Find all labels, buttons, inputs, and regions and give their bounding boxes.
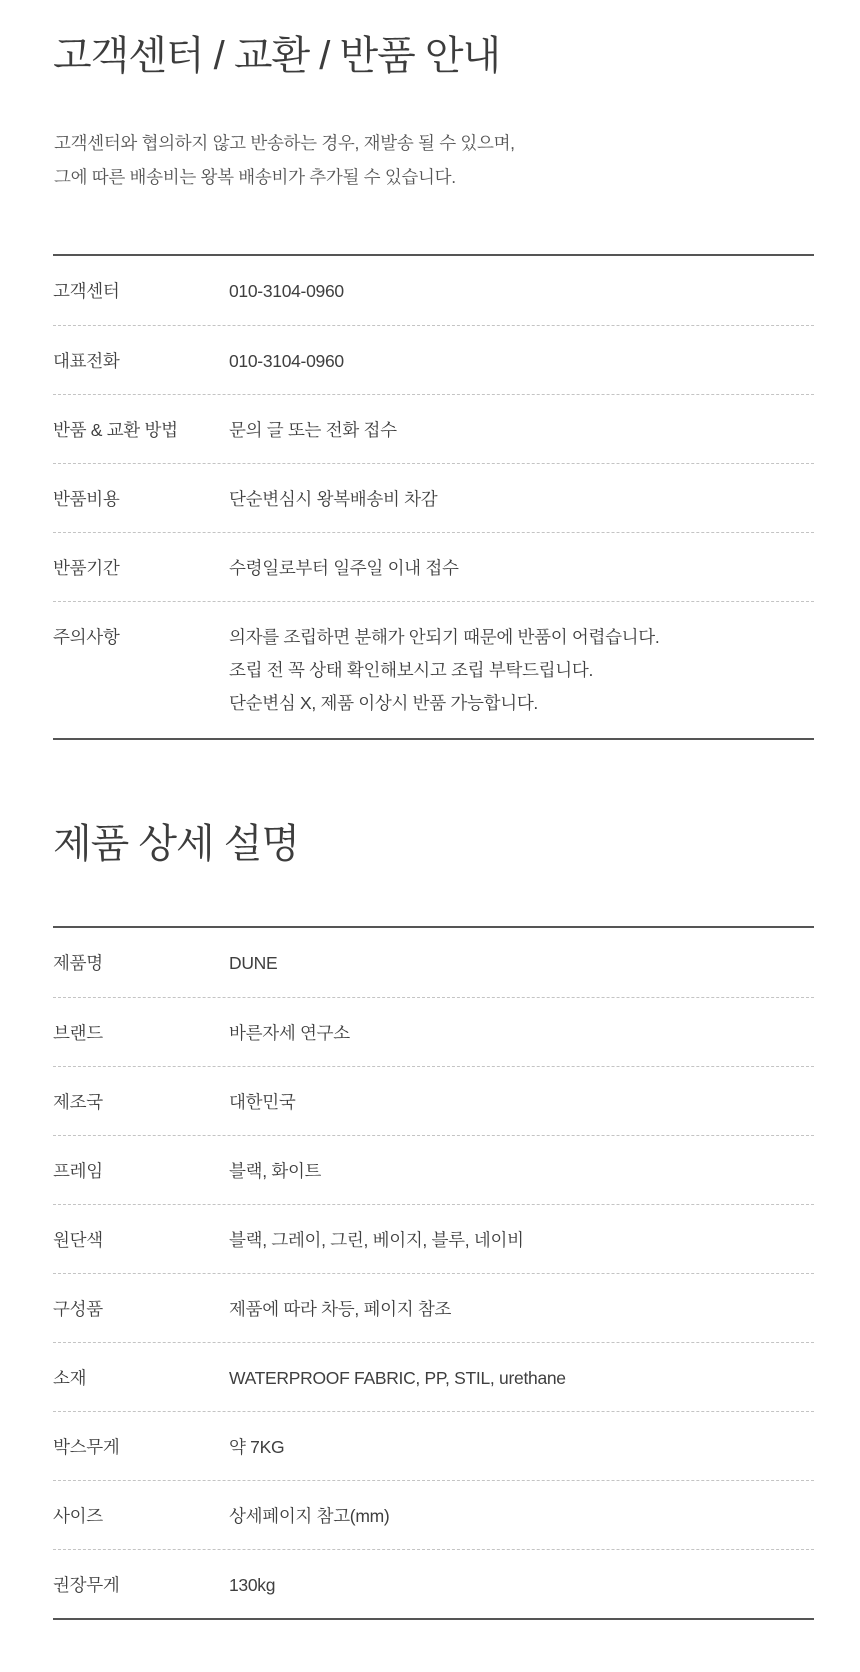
table-row-main-phone: [53, 325, 814, 394]
table-row-recommended-weight: [53, 1549, 814, 1618]
row-label: 구성품: [53, 1299, 103, 1319]
row-value: 상세페이지 참고(mm): [229, 1506, 390, 1526]
row-label: 소재: [53, 1368, 87, 1388]
row-label: 프레임: [53, 1161, 103, 1181]
product-info-table: [53, 926, 814, 1620]
table-row-cs-center: [53, 256, 814, 325]
notice-line: 조립 전 꼭 상태 확인해보시고 조립 부탁드립니다.: [229, 660, 594, 680]
notice-line: 의자를 조립하면 분해가 안되기 때문에 반품이 어렵습니다.: [229, 627, 660, 647]
table-row-components: [53, 1273, 814, 1342]
row-value: 수령일로부터 일주일 이내 접수: [229, 558, 459, 578]
table-row-size: [53, 1480, 814, 1549]
row-value: 블랙, 화이트: [229, 1161, 322, 1181]
row-value: WATERPROOF FABRIC, PP, STIL, urethane: [229, 1368, 566, 1388]
row-label: 박스무게: [53, 1437, 120, 1457]
row-label: 원단색: [53, 1230, 103, 1250]
row-label: 고객센터: [53, 281, 120, 301]
row-label: 제조국: [53, 1092, 103, 1112]
table-row-fabric-color: [53, 1204, 814, 1273]
row-value-notice: [229, 626, 814, 720]
row-label: 반품기간: [53, 558, 120, 578]
row-label: 제품명: [53, 953, 103, 973]
row-label: 사이즈: [53, 1506, 103, 1526]
row-value: 010-3104-0960: [229, 281, 344, 301]
row-value: 130kg: [229, 1575, 276, 1595]
row-label: 권장무게: [53, 1575, 120, 1595]
table-row-return-cost: [53, 463, 814, 532]
row-value: 약 7KG: [229, 1437, 285, 1457]
row-value: 제품에 따라 차등, 페이지 참조: [229, 1299, 452, 1319]
row-label: 주의사항: [53, 627, 120, 647]
table-row-product-name: [53, 928, 814, 997]
row-label: 대표전화: [53, 351, 120, 371]
table-row-return-period: [53, 532, 814, 601]
row-label: 반품비용: [53, 489, 120, 509]
cs-section-title: 고객센터 / 교환 / 반품 안내: [53, 34, 501, 78]
product-section-title: 제품 상세 설명: [53, 822, 300, 866]
table-row-return-method: [53, 394, 814, 463]
table-row-notice: [53, 601, 814, 738]
cs-intro-line: 고객센터와 협의하지 않고 반송하는 경우, 재발송 될 수 있으며,: [54, 133, 515, 153]
row-label: 반품 & 교환 방법: [53, 420, 178, 440]
table-row-country: [53, 1066, 814, 1135]
table-bottom-rule: [53, 1618, 814, 1620]
table-row-brand: [53, 997, 814, 1066]
row-label: 브랜드: [53, 1023, 103, 1043]
table-bottom-rule: [53, 738, 814, 740]
notice-line: 단순변심 X, 제품 이상시 반품 가능합니다.: [229, 693, 538, 713]
table-row-frame: [53, 1135, 814, 1204]
cs-intro-text: [54, 126, 515, 194]
table-row-material: [53, 1342, 814, 1411]
row-value: DUNE: [229, 953, 278, 973]
row-value: 바른자세 연구소: [229, 1023, 350, 1043]
row-value: 대한민국: [229, 1092, 296, 1112]
cs-intro-line: 그에 따른 배송비는 왕복 배송비가 추가될 수 있습니다.: [54, 167, 456, 187]
row-value: 010-3104-0960: [229, 351, 344, 371]
cs-info-table: [53, 254, 814, 740]
table-row-box-weight: [53, 1411, 814, 1480]
row-value: 문의 글 또는 전화 접수: [229, 420, 397, 440]
row-value: 블랙, 그레이, 그린, 베이지, 블루, 네이비: [229, 1230, 524, 1250]
row-value: 단순변심시 왕복배송비 차감: [229, 489, 438, 509]
